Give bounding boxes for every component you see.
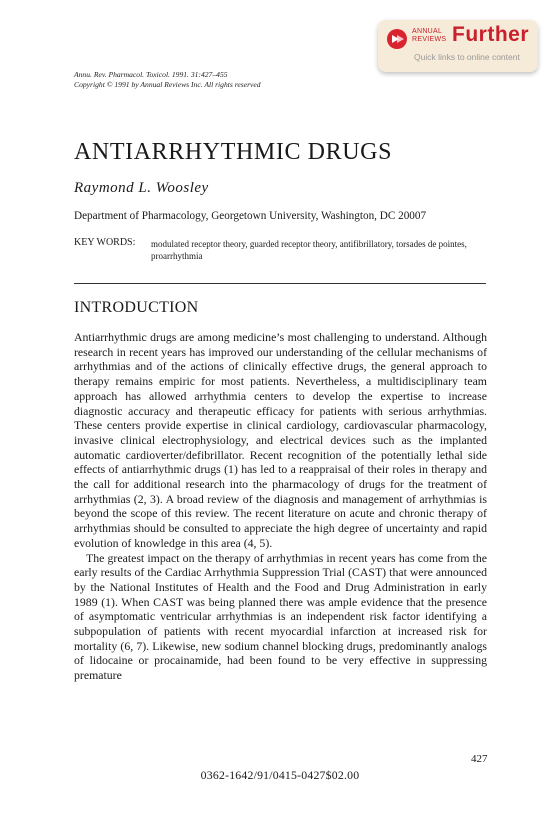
body-paragraph: The greatest impact on the therapy of arrhythmias in recent years has come from the early results of the Cardiac Arrhythmia Suppression Trial (CAST) that were announced by the National Institutes of Health and the Food and Drug Administration in early 1989 (1). When CAST was being planned there was ample evidence that the presence of asymptomatic ventricular arrhythmias is an independent risk factor identifying a subpopulation of patients with recent myocardial infarction at increased risk for mortality (6, 7). Likewise, new sodium channel blocking drugs, predominantly analogs of lidocaine or procainamide, had been found to be very effective in suppressing premature xyxy=(74,550,487,683)
author-affiliation: Department of Pharmacology, Georgetown University, Washington, DC 20007 xyxy=(74,210,427,222)
section-heading: INTRODUCTION xyxy=(74,299,199,316)
article-author: Raymond L. Woosley xyxy=(74,180,209,196)
citation-line1: Annu. Rev. Pharmacol. Toxicol. 1991. 31:427–455 xyxy=(74,70,228,79)
banner-tagline: Quick links to online content xyxy=(414,52,520,62)
further-link-label[interactable]: Further xyxy=(452,23,529,46)
body-paragraph: Antiarrhythmic drugs are among medicine’s most challenging to understand. Although research in recent years has improved our understanding of the cellular mechanisms of arrhythmias and of the actions of clinically effective drugs, the general approach to therapy remains empiric for most patients. Nevertheless, a multidisciplinary team approach has allowed arrhythmia centers to develop the expertise to increase diagnostic accuracy and therapeutic efficacy for patients with serious arrhythmias. These centers provide expertise in clinical cardiology, cardiovascular pharmacology, invasive clinical electrophysiology, and electrical devices such as the implanted automatic cardioverter/defibrillator. Recent recognition of the potentially lethal side effects of antiarrhythmic drugs (1) has led to a reappraisal of their roles in therapy and the call for additional research into the pharmacology of drugs for the treatment of arrhythmias (2, 3). A broad review of the diagnosis and management of arrhythmias is beyond the scope of this review. The recent literature on acute and chronic therapy of arrhythmias should be consulted to appreciate the high degree of uncertainty and rapid evolution of knowledge in this area (4, 5). xyxy=(74,330,487,550)
page-number: 427 xyxy=(471,753,488,765)
keywords-list: modulated receptor theory, guarded receptor theory, antifibrillatory, torsades de pointes, proarrhythmia xyxy=(151,239,467,261)
article-title: ANTIARRHYTHMIC DRUGS xyxy=(74,139,393,165)
brand-line1: ANNUAL xyxy=(412,28,443,35)
citation-line2: Copyright © 1991 by Annual Reviews Inc. All rights reserved xyxy=(74,80,261,89)
journal-citation xyxy=(74,70,261,90)
keywords-label: KEY WORDS: xyxy=(74,237,136,248)
article-code: 0362-1642/91/0415-0427$02.00 xyxy=(200,768,360,782)
annual-reviews-logo-icon xyxy=(387,29,407,49)
annual-reviews-further-banner[interactable] xyxy=(378,20,538,72)
header-divider xyxy=(74,283,486,284)
brand-line2: REVIEWS xyxy=(412,36,447,43)
section-body xyxy=(74,330,487,683)
annual-reviews-wordmark xyxy=(412,28,446,44)
